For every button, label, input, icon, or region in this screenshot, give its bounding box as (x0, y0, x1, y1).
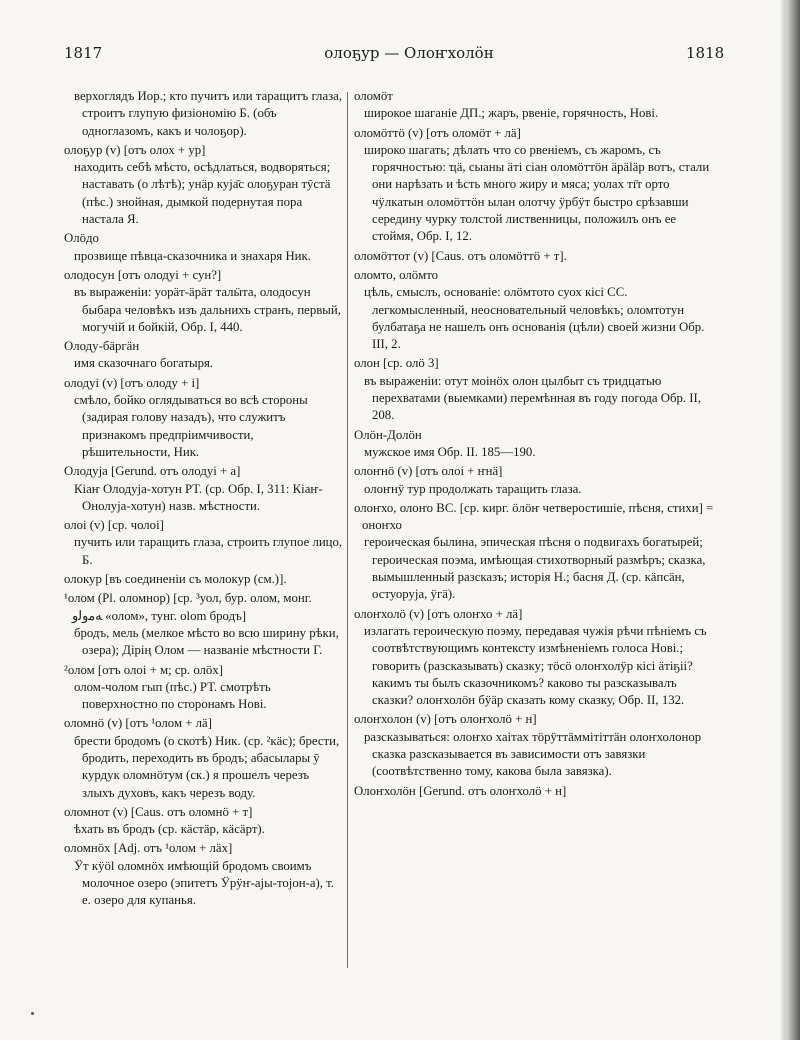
entry-headword: оломӧт (354, 89, 393, 103)
entry-definition: смѣло, бойко оглядываться во всѣ стороны (задирая голову назадъ), что служитъ признакомъ предпріимчивости, рѣшительности, Ник. (74, 393, 308, 459)
dictionary-entry (354, 606, 714, 710)
entry-headword: олодуі (v) [отъ олоду + і] (64, 375, 200, 390)
entry-headword: олоҥхолӧ (v) [отъ олоҥхо + лӓ] (354, 606, 523, 621)
entry-definition: пучить или таращить глаза, строить глупое лицо, Б. (74, 535, 343, 567)
dictionary-entry (354, 427, 714, 462)
entry-definition: находить себѣ мѣсто, осѣдлаться, водворяться; наставать (о лѣтѣ); унӓр куја̄с олоҕуран тӯстӓ (пѣс.) знойная, дымкой подернутая пора настала Я. (74, 160, 331, 227)
dictionary-entry (64, 267, 344, 336)
entry-definition: излагать героическую поэму, передавая чужія рѣчи пѣніемъ съ соотвѣтствующимъ контексту измѣненіемъ голоса Нові.; говорить (разсказывать) сказку; тӧсӧ олоҥхолӱр кісі ӓтіҕіі? какимъ ты былъ сказочникомъ? каково ты разсказывалъ сказки? олоҥхолӧн бӱӓр сказать кому сказку, Обр. II, 132. (364, 623, 707, 708)
entry-headword: ²олом [отъ олоі + м; ср. олӧх] (64, 662, 223, 677)
entry-headword: олоҥнӧ (v) [отъ олоі + ҥнӓ] (354, 464, 503, 479)
entry-definition: широкое шаганіе ДП.; жаръ, рвеніе, горячность, Нові. (364, 106, 659, 121)
page-edge-shadow (786, 0, 800, 1040)
dictionary-entry (64, 463, 344, 515)
entry-definition: широко шагать; дѣлать что со рвеніемъ, съ жаромъ, съ горячностью: ҵӓ, сыаны ӓті сіан оломӧттӧн ӓрӓlӓр вотъ, стали они нарѣзать и ѣсть много жиру и мяса; уолах тı̄т орто чӱлкатын оломӧттӧн ылан олотчу ӱрбӱт быстро срѣзавши середину чурку толстой лиственницы, положилъ онъ ее стоймя, Обр. I, 12. (364, 142, 710, 244)
dictionary-entry (354, 125, 714, 246)
dictionary-entry (354, 711, 714, 780)
entry-headword: оломӧттот (v) [Caus. отъ оломӧттӧ + т]. (354, 248, 567, 263)
entry-definition: мужское имя Обр. II. 185—190. (364, 444, 536, 459)
entry-headword: олоҕур (v) [отъ олох + ур] (64, 142, 206, 157)
entry-headword: олодосун [отъ олодуі + сун?] (64, 267, 222, 282)
entry-headword: олоҥхо, олоҥо ВС. [ср. кирг. ӧлӧҥ четверостишіе, пѣсня, стихи] = оноҥхо (354, 500, 714, 533)
entry-headword: оломнӧх [Adj. отъ ¹олом + лӓх] (64, 841, 233, 856)
dictionary-entry (64, 804, 344, 839)
dictionary-entry (64, 338, 344, 373)
entry-definition: ѣхать въ бродъ (ср. кӓстӓр, кӓсӓрт). (74, 822, 265, 837)
dictionary-entry (64, 230, 344, 265)
entry-headword: оломнот (v) [Caus. отъ оломнӧ + т] (64, 804, 253, 819)
entry-headword: Олӧдо (64, 231, 99, 246)
dictionary-entry (354, 88, 714, 123)
entry-headword: Олоду-бӓргӓн (64, 339, 140, 354)
dictionary-entry (354, 267, 714, 353)
entry-headword: олон [ср. олӧ 3] (354, 356, 439, 371)
entry-definition: разсказываться: олоҥхо хаітах тӧрӱттӓммітіттӓн олоҥхолонор сказка разсказывается въ зависимости отъ завязки (соотвѣтственно тому, какова была завязка). (364, 729, 702, 779)
dictionary-entry (354, 355, 714, 424)
right-column (354, 88, 714, 802)
entry-definition: олом-чолом гып (пѣс.) РТ. смотрѣть поверхностно по сторонамъ Нові. (74, 679, 271, 712)
dictionary-entry (354, 248, 714, 265)
entry-definition: цѣль, смыслъ, основаніе: олӧмтото суох кісі СС. легкомысленный, неосновательный человѣкъ; оломтотун булбатаҕа не нашелъ онъ основанія (цѣли) своей жизни Обр. III, 2. (364, 285, 705, 352)
entry-definition: олоҥнӱ тур продолжать таращить глаза. (364, 481, 582, 496)
entry-headword: Олӧн-Долӧн (354, 427, 422, 442)
entry-definition: прозвище пѣвца-сказочника и знахаря Ник. (74, 248, 311, 263)
entry-definition: брести бродомъ (о скотѣ) Ник. (ср. ²кӓс); брести, бродить, переходить въ бродъ; абасылары ӯ курдук оломнӧтум (ск.) я прошелъ черезъ злыхъ духовъ, какъ черезъ воду. (74, 733, 340, 800)
right-page-number: 1818 (686, 44, 725, 62)
dictionary-entry (354, 463, 714, 498)
entry-example: Ӱт кӱӧl оломнӧх имѣющій бродомъ своимъ молочное озеро (эпитетъ Ӱрӱҥ-ајы-тојон-а), т. е. озеро для купанья. (74, 858, 335, 908)
entry-headword: Олоҥхолӧн [Gerund. отъ олоҥхолӧ + н] (354, 783, 567, 798)
dictionary-entry (64, 662, 344, 714)
entry-headword: оломӧттӧ (v) [отъ оломӧт + лӓ] (354, 125, 521, 140)
dictionary-entry (64, 571, 344, 588)
entry-headword: олоі (v) [ср. чолоі] (64, 518, 164, 533)
entry-definition: бродъ, мель (мелкое мѣсто во всю ширину рѣки, озера); Дірің Олом — названіе мѣстности Г. (74, 625, 339, 658)
entry-definition: верхоглядъ Иор.; кто пучитъ или таращитъ глаза, строитъ глупую физіономію Б. (объ одноглазомъ, какъ и чолоҕор). (74, 89, 343, 138)
dictionary-entry (64, 88, 344, 140)
dictionary-entry (64, 142, 344, 228)
entry-definition: имя сказочнаго богатыря. (74, 356, 214, 371)
dictionary-entry (64, 375, 344, 461)
entry-headword: олокур [въ соединеніи съ молокур (см.)]. (64, 572, 287, 587)
running-header: олоҕур — Олоҥхолӧн (324, 44, 494, 62)
dictionary-entry (354, 500, 714, 604)
dictionary-entry (64, 517, 344, 569)
entry-headword: Олодуја [Gerund. отъ олодуі + а] (64, 464, 241, 479)
entry-headword: олоҥхолон (v) [отъ олоҥхолӧ + н] (354, 712, 537, 727)
dictionary-entry (354, 783, 714, 800)
entry-definition: героическая былина, эпическая пѣсня о подвигахъ богатырей; героическая поэма, имѣющая стихотворный размѣръ; сказка, вымышленный разсказъ; исторія Н.; басня Д. (ср. кӓпсӓн, остуоруја, ӱгӓ). (364, 535, 706, 602)
dictionary-entry (64, 715, 344, 801)
dictionary-entry (64, 590, 344, 659)
entry-definition: въ выраженіи: уорӓт-ӓрӓт талӹта, олодосун быбара человѣкъ изъ дальнихъ странъ, первый, могучій и бойкій, Обр. I, 440. (74, 285, 341, 334)
page-speck (31, 1012, 34, 1015)
entry-headword: оломто, олӧмто (354, 267, 439, 282)
entry-example: Кіаҥ Олодуја-хотун РТ. (ср. Обр. I, 311: Кіаҥ-Онолуја-хотун) назв. мѣстности. (74, 481, 323, 513)
entry-headword: ¹олом (Pl. оломнор) [ср. ³уол, бур. олом, монг. ﻪﻣﻭﻟﻭ «олом», тунг. olom бродъ] (64, 591, 312, 623)
entry-headword: оломнӧ (v) [отъ ¹олом + лӓ] (64, 716, 212, 731)
left-page-number: 1817 (64, 44, 103, 62)
left-column (64, 88, 344, 912)
dictionary-entry (64, 840, 344, 909)
column-divider (347, 92, 348, 968)
entry-definition: въ выраженіи: отут моінӧх олон цылбыт съ тридцатью перехватами (выемками) перемѣнная въ году погода Обр. II, 208. (364, 373, 702, 423)
